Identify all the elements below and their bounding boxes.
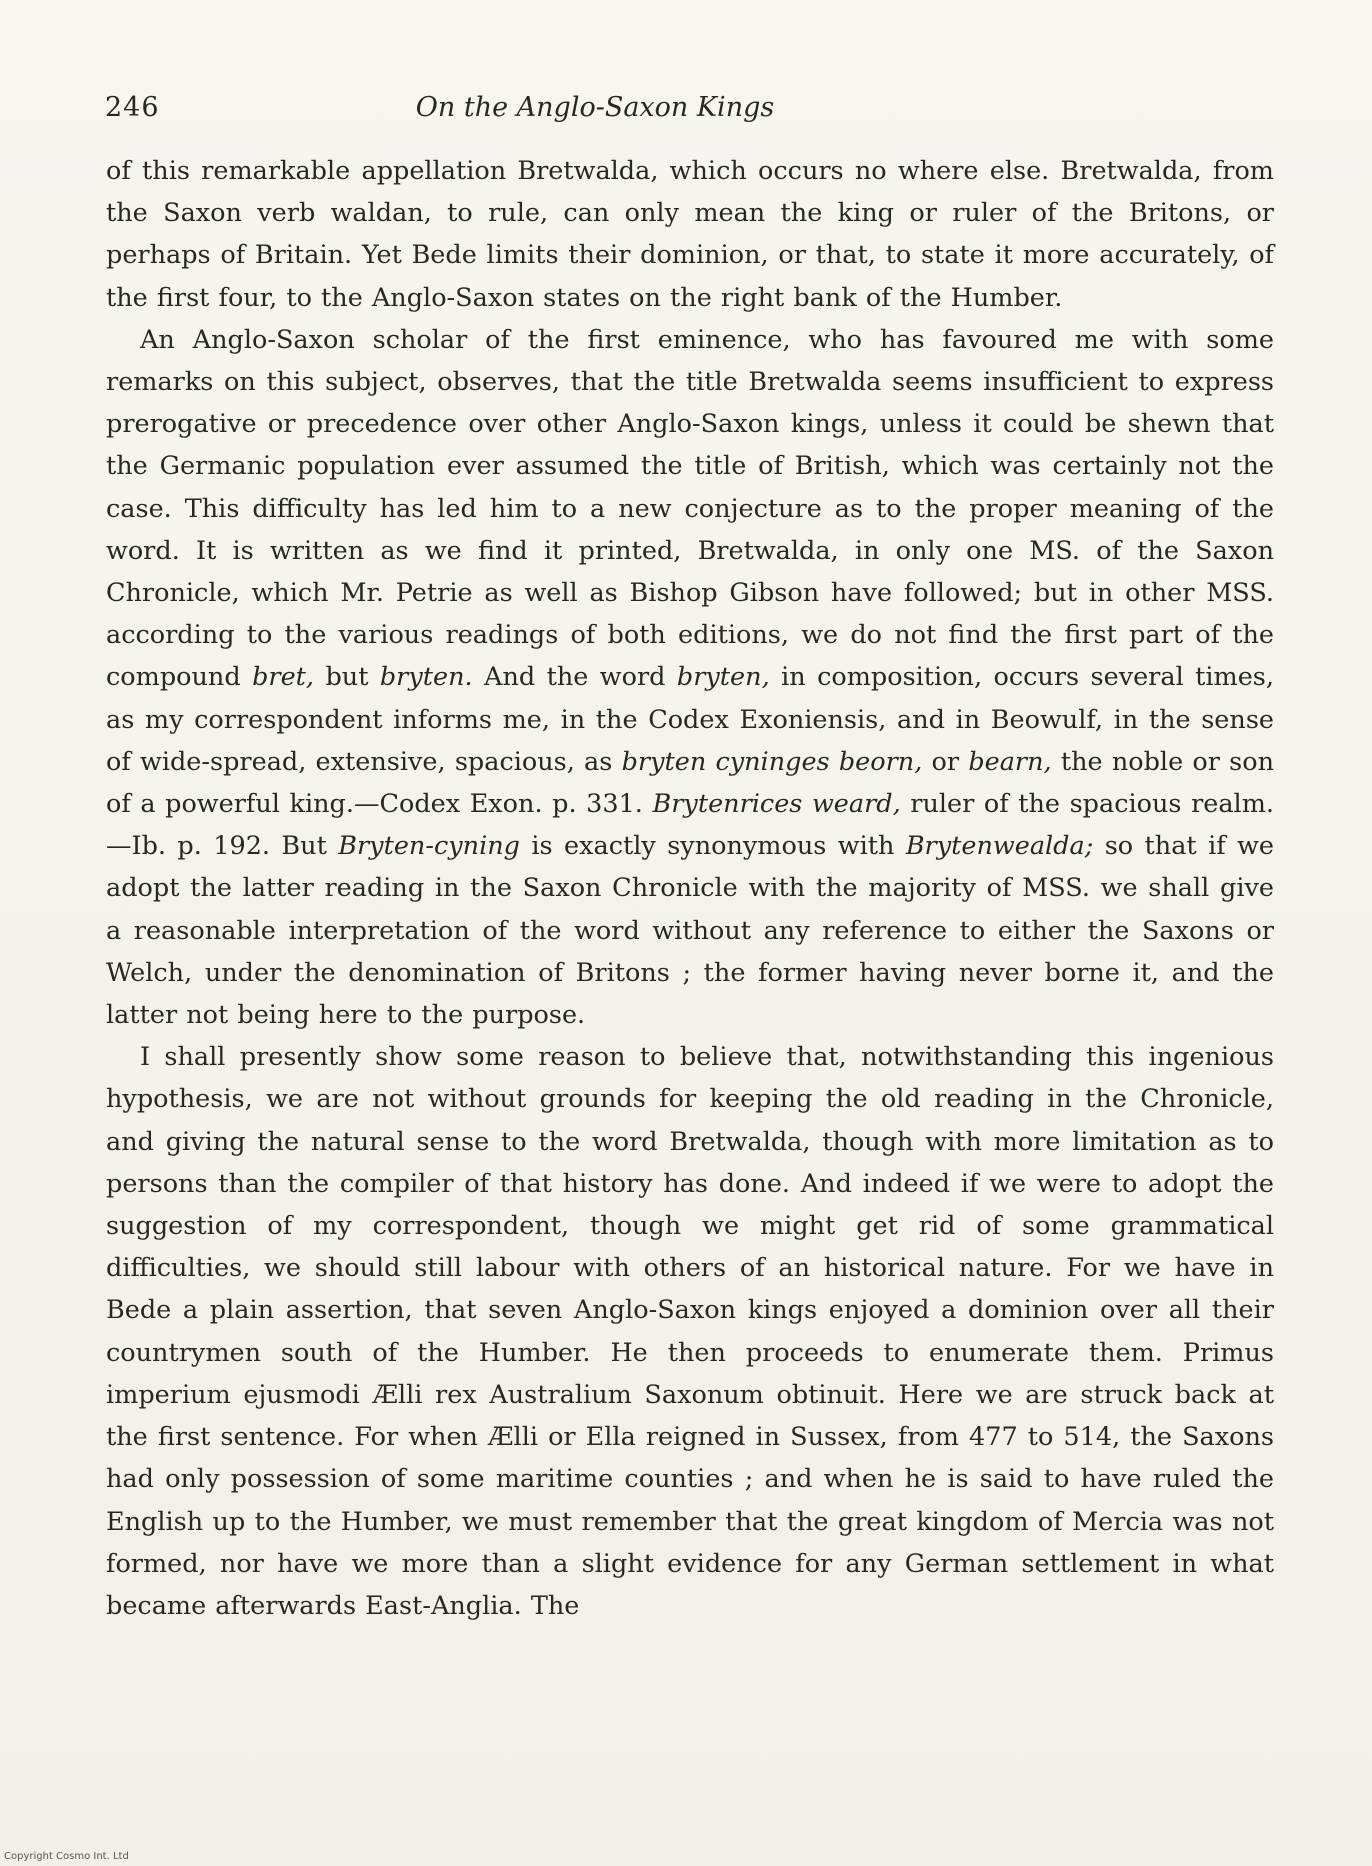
italic-text: bryten, — [676, 662, 770, 693]
page-number: 246 — [105, 92, 160, 123]
copyright-notice: Copyright Cosmo Int. Ltd — [4, 1851, 129, 1862]
text-run: of this remarkable appellation Bretwalda, which occurs no where else. Bretwalda, from the Saxon verb waldan, to rule, can only mean the king or ruler of the Britons, or perhaps of Britain. Yet Bede limits their dominion, or that, to state it more accurately, of the first four, to the Anglo-Saxon states on the right bank of the Humber. — [106, 156, 1274, 313]
text-run: And the word — [472, 662, 677, 693]
italic-text: Brytenrices weard, — [652, 789, 901, 820]
italic-text: Brytenwealda; — [905, 831, 1094, 862]
page-header — [105, 92, 1275, 132]
text-run: so that if we adopt the latter reading in the Saxon Chronicle with the majority of MSS. we shall give a reasonable interpretation of the word without any reference to either the Saxons or Welch, under the denomination of Britons ; the former having never borne it, and the latter not being here to the purpose. — [106, 831, 1275, 1031]
text-run: or — [922, 746, 969, 777]
paragraph — [106, 150, 1274, 319]
paragraph — [106, 319, 1274, 1036]
text-run: ruler of the spacious realm.—Ib. p. 192. But — [106, 789, 1274, 862]
italic-text: Bryten-cyning — [338, 831, 520, 862]
running-title: On the Anglo-Saxon Kings — [415, 92, 775, 123]
italic-text: bryten cyninges beorn, — [621, 746, 923, 777]
paragraph — [106, 1036, 1274, 1627]
text-run: in composition, occurs several times, as my correspondent informs me, in the Codex Exoniensis, and in Beowulf, in the sense of wide-spread, extensive, spacious, as — [106, 662, 1275, 777]
italic-text: bret, — [252, 662, 315, 693]
text-run: I shall presently show some reason to believe that, notwithstanding this ingenious hypothesis, we are not without grounds for keeping the old reading in the Chronicle, and giving the natural sense to the word Bretwalda, though with more limitation as to persons than the compiler of that history has done. And indeed if we were to adopt the suggestion of my correspondent, though we might get rid of some grammatical difficulties, we should still labour with others of an historical nature. For we have in Bede a plain assertion, that seven Anglo-Saxon kings enjoyed a dominion over all their countrymen south of the Humber. He then proceeds to enumerate them. Primus imperium ejusmodi Ælli rex Australium Saxonum obtinuit. Here we are struck back at the first sentence. For when Ælli or Ella reigned in Sussex, from 477 to 514, the Saxons had only possession of some maritime counties ; and when he is said to have ruled the English up to the Humber, we must remember that the great kingdom of Mercia was not formed, nor have we more than a slight evidence for any German settlement in what became afterwards East-Anglia. The — [106, 1042, 1274, 1621]
text-run: the noble or son of a powerful king.—Codex Exon. p. 331. — [106, 746, 1274, 820]
text-run: but — [314, 662, 380, 693]
text-run: is exactly synonymous with — [519, 831, 906, 862]
text-run: An Anglo-Saxon scholar of the first eminence, who has favoured me with some remarks on this subject, observes, that the title Bretwalda seems insufficient to express prerogative or precedence over other Anglo-Saxon kings, unless it could be shewn that the Germanic population ever assumed the title of British, which was certainly not the case. This difficulty has led him to a new conjecture as to the proper meaning of the word. It is written as we find it printed, Bretwalda, in only one MS. of the Saxon Chronicle, which Mr. Petrie as well as Bishop Gibson have followed; but in other MSS. according to the various readings of both editions, we do not find the first part of the compound — [106, 324, 1274, 693]
italic-text: bryten. — [379, 662, 473, 693]
italic-text: bearn, — [968, 746, 1052, 777]
body-text — [106, 150, 1274, 1627]
